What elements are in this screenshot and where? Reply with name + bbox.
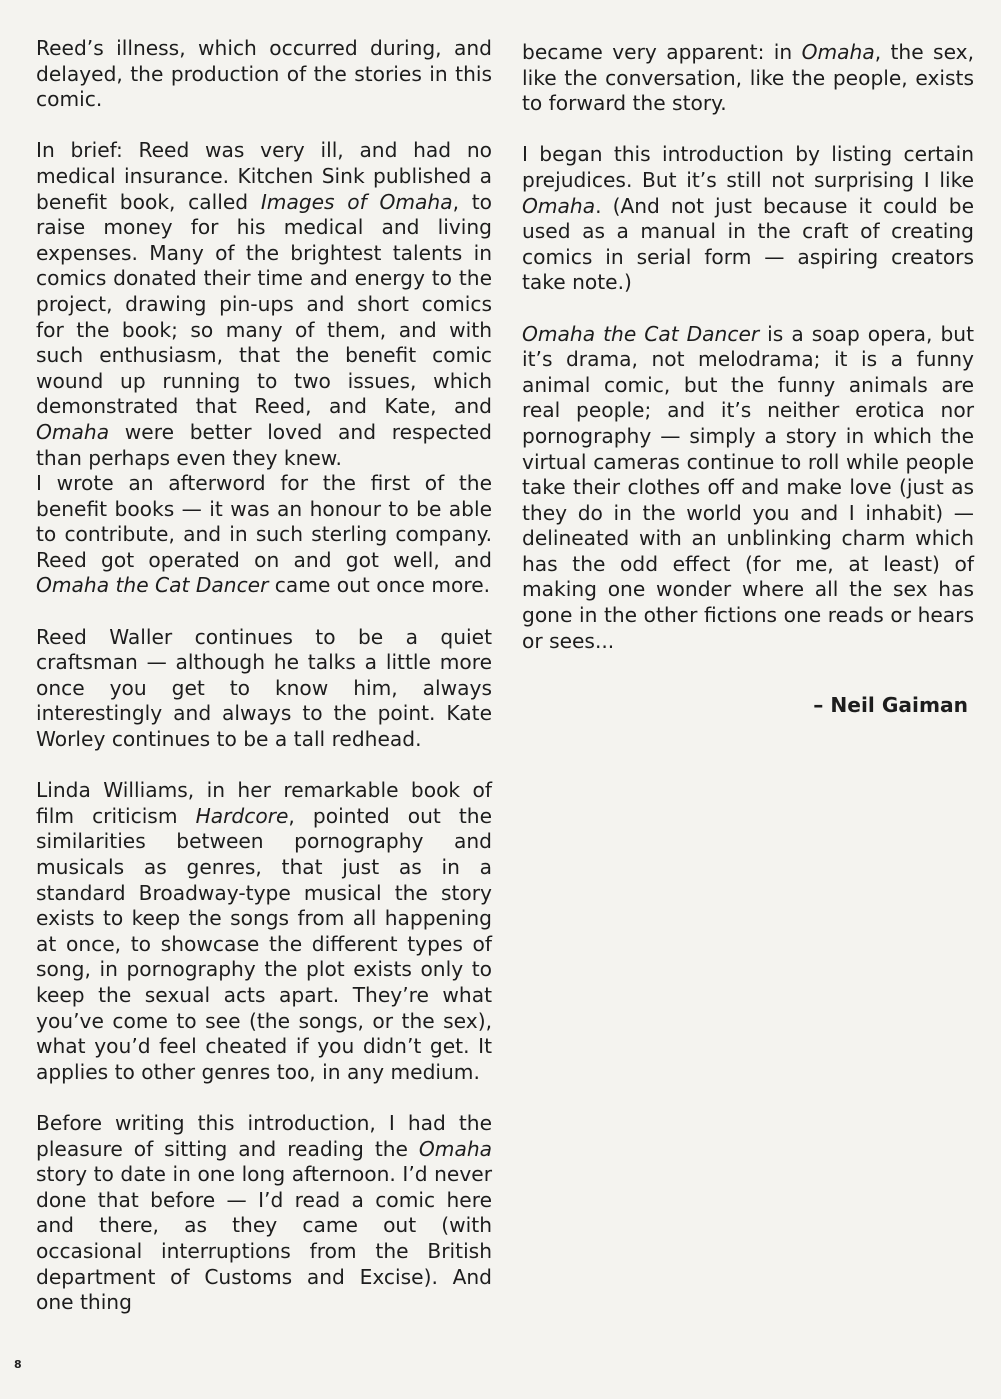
paragraph-text: In brief: Reed was very ill, and had no medical insurance. Kitchen Sink published a benefit book, called <box>36 138 492 214</box>
paragraph-text: Reed’s illness, which occurred during, and delayed, the production of the stories in this comic. <box>36 36 492 112</box>
paragraph-text: story to date in one long afternoon. I’d never done that before — I’d read a comic here and there, as they came out (with occasional interruptions from the British department of Customs and Excise). And one thing <box>36 1162 492 1315</box>
paragraph-text: is a soap opera, but it’s drama, not melodrama; it is a funny animal comic, but the funny animals are real people; and it’s neither erotica nor pornography — simply a story in which the virtual cameras continue to roll while people take their clothes off and make love (just as they do in the world you and I inhabit) — delineated with an unblinking charm which has the odd effect (for me, at least) of making one wonder where all the sex has gone in the other fictions one reads or hears or sees... <box>522 321 974 653</box>
comic-title: Omaha the Cat Dancer <box>522 321 760 346</box>
paragraph <box>36 138 492 471</box>
book-title: Images of Omaha <box>260 189 453 214</box>
paragraph-text: Reed Waller continues to be a quiet craftsman — although he talks a little more once you get to know him, always interestingly and always to the point. Kate Worley continues to be a tall redhead. <box>36 624 492 752</box>
paragraph <box>36 625 492 753</box>
comic-title: Omaha <box>801 40 875 64</box>
author-signature: – Neil Gaiman <box>813 693 968 718</box>
paragraph-text: Linda Williams, in her remarkable book of film criticism <box>36 778 492 828</box>
paragraph-text: , the sex, like the conversation, like the people, exists to forward the story. <box>522 40 974 116</box>
paragraph-text: Before writing this introduction, I had the pleasure of sitting and reading the <box>36 1110 492 1161</box>
paragraph-text: were better loved and respected than perhaps even they knew. <box>36 419 492 470</box>
page-number: 8 <box>14 1358 22 1371</box>
paragraph <box>522 142 974 296</box>
comic-title: Omaha <box>418 1136 492 1161</box>
paragraph <box>36 778 492 1085</box>
paragraph-text: . (And not just because it could be used as a manual in the craft of creating comics in serial form — aspiring creators take note.) <box>522 193 974 295</box>
paragraph <box>36 1111 492 1316</box>
comic-title: Omaha <box>522 193 596 218</box>
book-title: Hardcore <box>195 803 289 828</box>
comic-title: Omaha <box>36 419 110 444</box>
paragraph <box>36 471 492 599</box>
paragraph-text: I began this introduction by listing certain prejudices. But it’s still not surprising I like <box>522 142 974 192</box>
right-column <box>522 40 974 719</box>
paragraph-text: , to raise money for his medical and living expenses. Many of the brightest talents in comics donated their time and energy to the project, drawing pin-ups and short comics for the book; so many of them, and with such enthusiasm, that the benefit comic wound up running to two issues, which demonstrated that Reed, and Kate, and <box>36 189 492 419</box>
paragraph <box>522 40 974 117</box>
paragraph <box>36 36 492 113</box>
left-column <box>36 36 492 1316</box>
paragraph-text: , pointed out the similarities between pornography and musicals as genres, that just as in a standard Broadway-type musical the story exists to keep the songs from all happening at once, to showcase the different types of song, in pornography the plot exists only to keep the sexual acts apart. They’re what you’ve come to see (the songs, or the sex), what you’d feel cheated if you didn’t get. It applies to other genres too, in any medium. <box>36 803 492 1084</box>
paragraph-text: became very apparent: in <box>522 40 802 64</box>
comic-title: Omaha the Cat Dancer <box>36 573 269 598</box>
paragraph-text: came out once more. <box>268 573 491 598</box>
paragraph-text: I wrote an afterword for the first of the benefit books — it was an honour to be able to contribute, and in such sterling company. Reed got operated on and got well, and <box>36 471 492 572</box>
paragraph <box>522 322 974 655</box>
